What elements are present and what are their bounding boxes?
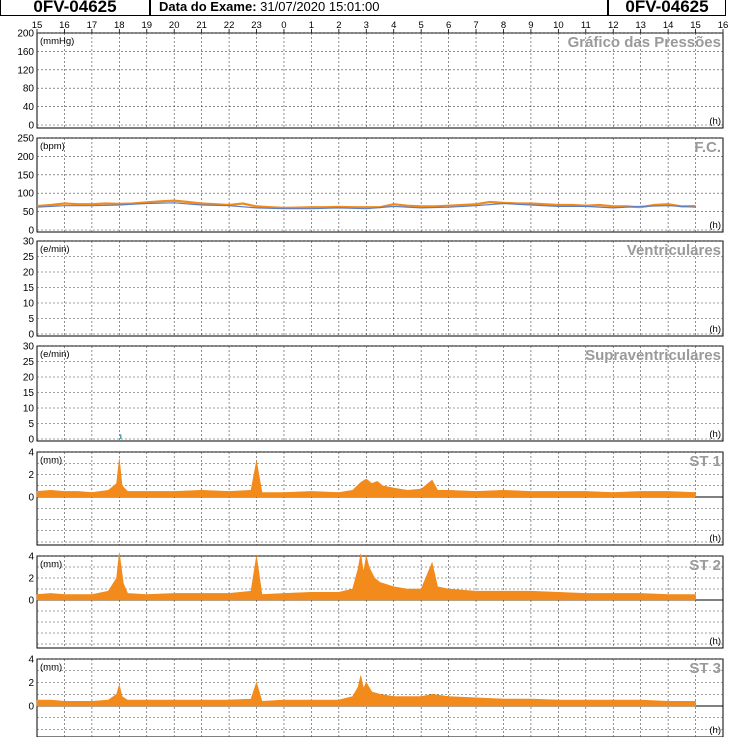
y-unit-label: (mm) [40, 455, 63, 466]
x-unit-label: (h) [709, 636, 721, 647]
hour-tick-label: 0 [281, 20, 287, 31]
hour-tick-label: 3 [363, 20, 369, 31]
hour-tick-label: 15 [690, 20, 701, 31]
hour-tick-label: 6 [445, 20, 452, 31]
exam-id-right: 0FV-04625 [608, 0, 726, 16]
y-tick-label: 50 [22, 207, 34, 219]
chart-title: F.C. [694, 139, 721, 156]
exam-date-value: 31/07/2020 15:01:00 [260, 0, 380, 14]
y-tick-label: 30 [22, 341, 34, 353]
x-unit-label: (h) [709, 324, 721, 335]
hour-tick-label: 16 [59, 20, 70, 31]
y-unit-label: (mmHg) [40, 36, 75, 47]
panel-frame [37, 556, 723, 648]
y-unit-label: (mm) [40, 559, 63, 570]
y-tick-label: 4 [28, 551, 34, 563]
y-tick-label: 120 [17, 65, 34, 77]
y-tick-label: 150 [17, 170, 34, 182]
y-tick-label: 2 [28, 573, 34, 585]
chart-title: Gráfico das Pressões [567, 34, 721, 51]
chart-panel-5 [37, 452, 723, 545]
y-tick-label: 25 [22, 252, 34, 263]
chart-panel-2 [37, 138, 723, 232]
y-tick-label: 20 [22, 267, 34, 279]
chart-panel-6 [37, 553, 723, 648]
hour-tick-label: 16 [717, 20, 729, 31]
hour-tick-label: 20 [168, 20, 180, 31]
hour-tick-label: 22 [223, 20, 235, 31]
y-tick-label: 0 [28, 595, 34, 607]
hour-tick-label: 9 [528, 20, 534, 31]
y-tick-label: 160 [17, 46, 34, 58]
chart-title: ST 2 [689, 557, 721, 574]
chart-title: ST 1 [689, 453, 721, 470]
y-tick-label: 25 [22, 357, 34, 368]
hour-tick-label: 11 [580, 20, 591, 31]
hour-tick-label: 8 [500, 20, 507, 31]
y-tick-label: 0 [28, 434, 34, 446]
hour-tick-label: 1 [308, 20, 315, 31]
y-tick-label: 0 [28, 329, 34, 341]
x-unit-label: (h) [709, 533, 721, 544]
y-tick-label: 4 [28, 447, 34, 459]
hour-tick-label: 5 [418, 20, 424, 31]
y-tick-label: 40 [22, 102, 34, 114]
panel-frame [37, 241, 723, 336]
hour-tick-label: 23 [251, 20, 262, 31]
chart-title: Ventriculares [626, 242, 721, 259]
hour-tick-label: 10 [553, 20, 564, 31]
exam-id-left: 0FV-04625 [0, 0, 150, 16]
hour-tick-label: 18 [114, 20, 125, 31]
x-unit-label: (h) [709, 725, 721, 736]
panel-frame [37, 138, 723, 232]
y-tick-label: 2 [28, 470, 34, 481]
hour-tick-label: 4 [391, 20, 397, 31]
y-tick-label: 15 [22, 388, 34, 399]
y-tick-label: 10 [22, 298, 34, 310]
chart-panel-3 [37, 241, 723, 336]
y-unit-label: (mm) [40, 662, 63, 673]
y-tick-label: 10 [22, 403, 34, 415]
y-unit-label: (bpm) [40, 141, 65, 152]
y-tick-label: 250 [17, 133, 34, 145]
chart-title: Supraventriculares [585, 347, 721, 364]
panel-frame [37, 452, 723, 545]
chart-title: ST 3 [689, 660, 721, 677]
x-unit-label: (h) [709, 220, 721, 231]
hour-tick-label: 12 [607, 20, 619, 31]
y-tick-label: 15 [22, 283, 34, 294]
y-tick-label: 200 [17, 28, 34, 40]
y-tick-label: 0 [28, 120, 34, 132]
y-tick-label: 5 [28, 314, 34, 325]
y-tick-label: 5 [28, 419, 34, 430]
hour-tick-label: 2 [336, 20, 342, 31]
y-tick-label: 20 [22, 372, 34, 384]
y-tick-label: 4 [28, 654, 34, 666]
y-tick-label: 200 [17, 151, 34, 163]
y-tick-label: 2 [28, 678, 34, 689]
y-tick-label: 30 [22, 236, 34, 248]
y-tick-label: 0 [28, 492, 34, 504]
y-tick-label: 0 [28, 225, 34, 237]
y-unit-label: (e/min) [40, 244, 70, 255]
hour-tick-label: 15 [31, 20, 43, 31]
x-unit-label: (h) [709, 116, 721, 127]
hour-tick-label: 7 [473, 20, 479, 31]
hour-tick-label: 14 [662, 20, 674, 31]
hour-tick-label: 17 [86, 20, 98, 31]
y-tick-label: 100 [17, 188, 34, 200]
y-tick-label: 80 [22, 83, 34, 95]
x-unit-label: (h) [709, 429, 721, 440]
y-unit-label: (e/min) [40, 349, 70, 360]
exam-date-label: Data do Exame: [159, 0, 257, 14]
hour-tick-label: 13 [635, 20, 646, 31]
chart-panel-7 [37, 659, 723, 737]
y-tick-label: 0 [28, 701, 34, 713]
hour-tick-label: 19 [141, 20, 153, 31]
hour-tick-label: 21 [196, 20, 207, 31]
